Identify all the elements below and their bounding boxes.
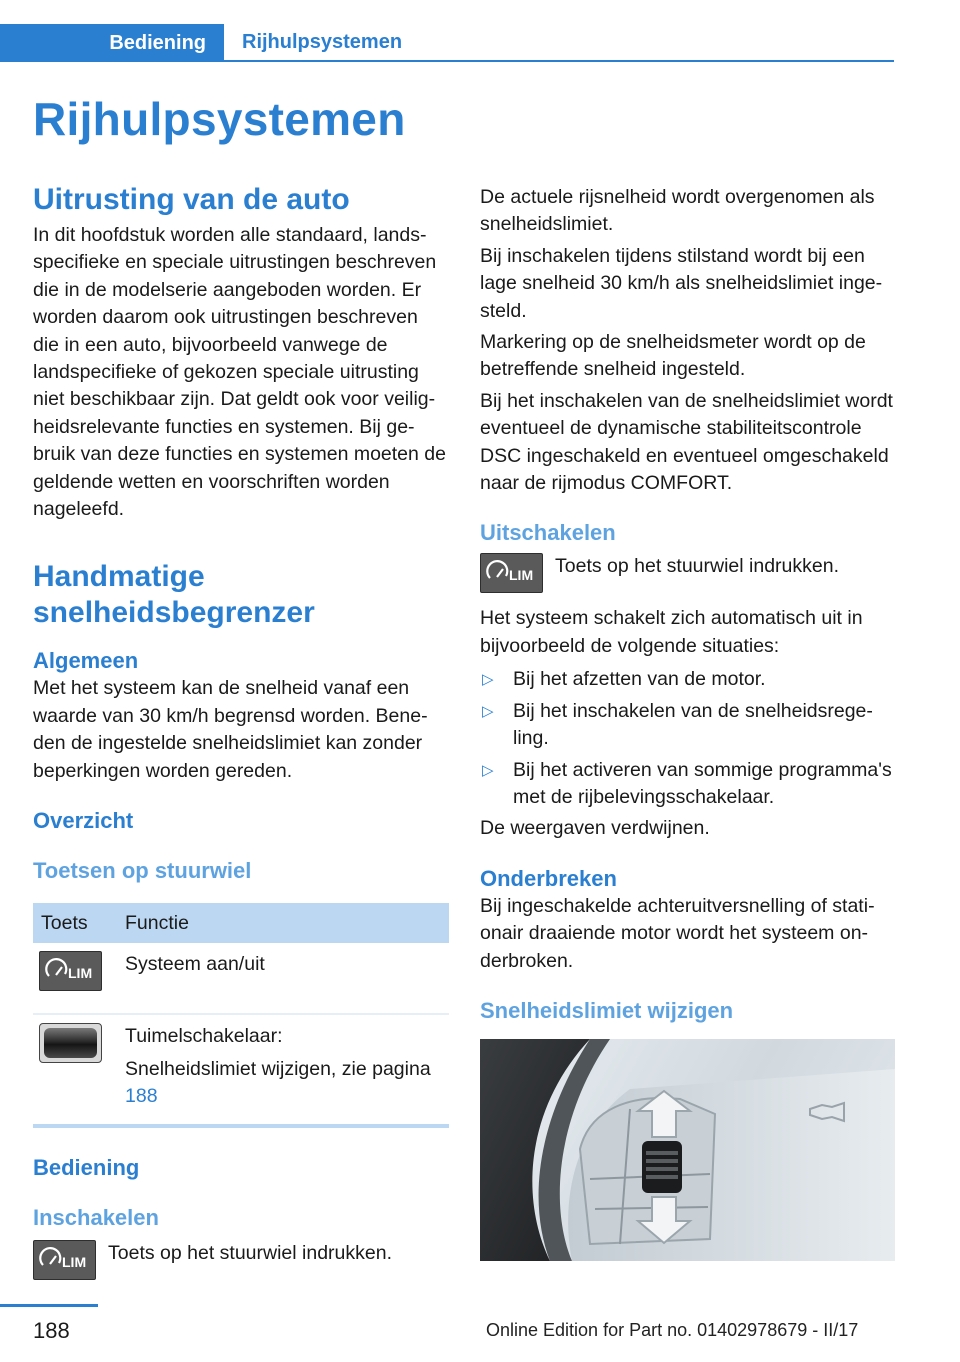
paragraph-switch-off: Toets op het stuurwiel indrukken. bbox=[555, 555, 839, 578]
table-row bbox=[33, 1014, 449, 1126]
switch-off-row bbox=[480, 553, 896, 593]
paragraph-current-speed: De actuele rijsnelheid wordt overgenomen als snelheidslimiet. bbox=[480, 186, 875, 236]
page-number: 188 bbox=[33, 1318, 70, 1343]
table-header-key: Toets bbox=[33, 903, 117, 943]
list-item-text: Bij het activeren van sommige programma's met de rijbelevingsschakelaar. bbox=[513, 758, 892, 808]
lim-button-icon bbox=[39, 951, 102, 991]
table-header-function: Functie bbox=[117, 903, 449, 943]
list-item-text: Bij het afzetten van de motor. bbox=[513, 668, 766, 691]
rocker-function-label: Tuimelschakelaar: bbox=[125, 1025, 283, 1048]
heading-switch-on: Inschakelen bbox=[33, 1205, 159, 1231]
svg-text:LIM: LIM bbox=[62, 1254, 87, 1271]
triangle-bullet-icon: ▷ bbox=[482, 702, 494, 720]
page-title: Rijhulpsystemen bbox=[33, 93, 406, 145]
paragraph-equipment: In dit hoofdstuk worden alle standaard, landsspecifieke en speciale uitrustingen beschreven die in de modelserie aangeboden worden. Er worden daarom ook uitrustingen beschreven die in een auto, bijvoorbeeld vanwege de landspecifieke of gekozen speciale uitrusting niet beschikbaar zijn. Dat geldt ook voor veiligheidsrelevante functies en systemen. Bij gebruik van deze functies en systemen moeten de geldende wetten en voorschriften worden nageleefd. bbox=[33, 224, 446, 521]
footer-rule bbox=[0, 1304, 98, 1307]
paragraph-displays-gone: De weergaven verdwijnen. bbox=[480, 817, 710, 840]
table-row bbox=[33, 943, 449, 1014]
page-reference-link[interactable]: 188 bbox=[125, 1085, 158, 1108]
paragraph-marking: Markering op de snelheidsmeter wordt op de betreffende snelheid ingesteld. bbox=[480, 331, 866, 381]
heading-overview: Overzicht bbox=[33, 808, 134, 834]
chapter-tab bbox=[0, 24, 224, 62]
svg-text:LIM: LIM bbox=[68, 965, 93, 982]
lim-button-icon bbox=[480, 553, 543, 593]
list-item bbox=[480, 666, 896, 693]
list-item bbox=[480, 698, 896, 753]
heading-speed-limiter: Handmatige snelheidsbegrenzer bbox=[33, 560, 315, 630]
auto-off-list bbox=[480, 666, 896, 811]
steering-wheel-photo bbox=[480, 1039, 895, 1261]
heading-change-limit: Snelheidslimiet wijzigen bbox=[480, 997, 734, 1023]
heading-switch-off: Uitschakelen bbox=[480, 520, 616, 546]
svg-text:LIM: LIM bbox=[509, 567, 534, 584]
paragraph-general: Met het systeem kan de snelheid vanaf een waarde van 30 km/h begrensd worden. Beneden de ingestelde snelheidslimiet kan zonder beperkingen worden gereden. bbox=[33, 677, 428, 782]
list-item bbox=[480, 757, 896, 812]
triangle-bullet-icon: ▷ bbox=[482, 761, 494, 779]
edition-note: Online Edition for Part no. 01402978679 - II/17 bbox=[486, 1320, 859, 1340]
paragraph-dsc: Bij het inschakelen van de snelheidslimiet wordt eventueel de dynamische stabiliteitscontrole DSC ingeschakeld en eventueel omgeschakeld naar de rijmodus COMFORT. bbox=[480, 389, 893, 495]
lim-button-icon bbox=[33, 1240, 96, 1280]
section-tab bbox=[224, 24, 894, 62]
paragraph-standstill: Bij inschakelen tijdens stilstand wordt bij een lage snelheid 30 km/h als snelheidslimiet ingesteld. bbox=[480, 244, 883, 322]
triangle-bullet-icon: ▷ bbox=[482, 671, 494, 689]
left-column bbox=[33, 182, 449, 1280]
table-cell-function bbox=[117, 1014, 449, 1126]
table-header-row bbox=[33, 903, 449, 943]
table-cell-key bbox=[33, 943, 117, 1014]
table-cell-key bbox=[33, 1014, 117, 1126]
heading-general: Algemeen bbox=[33, 648, 139, 674]
paragraph-interrupt: Bij ingeschakelde achteruitversnelling of stationair draaiende motor wordt het systeem onderbroken. bbox=[480, 894, 875, 972]
heading-interrupt: Onderbreken bbox=[480, 865, 617, 891]
heading-equipment: Uitrusting van de auto bbox=[33, 183, 350, 216]
rocker-function-text: Snelheidslimiet wijzigen, zie pagina bbox=[125, 1058, 431, 1081]
table-cell-function: Systeem aan/uit bbox=[117, 943, 449, 1014]
right-column bbox=[480, 184, 896, 1261]
paragraph-switch-on: Toets op het stuurwiel indrukken. bbox=[108, 1242, 392, 1265]
heading-operation: Bediening bbox=[33, 1155, 140, 1181]
buttons-table bbox=[33, 903, 449, 1128]
section-tab-label: Rijhulpsystemen bbox=[242, 30, 403, 53]
chapter-tab-label: Bediening bbox=[109, 31, 206, 54]
paragraph-auto-off: Het systeem schakelt zich automatisch uit in bijvoorbeeld de volgende situaties: bbox=[480, 607, 863, 657]
list-item-text: Bij het inschakelen van de snelheidsregeling. bbox=[513, 699, 873, 750]
rocker-function-desc bbox=[125, 1056, 449, 1110]
heading-steering-buttons: Toetsen op stuurwiel bbox=[33, 858, 252, 884]
rocker-switch-icon bbox=[39, 1023, 102, 1063]
switch-on-row bbox=[33, 1240, 449, 1280]
